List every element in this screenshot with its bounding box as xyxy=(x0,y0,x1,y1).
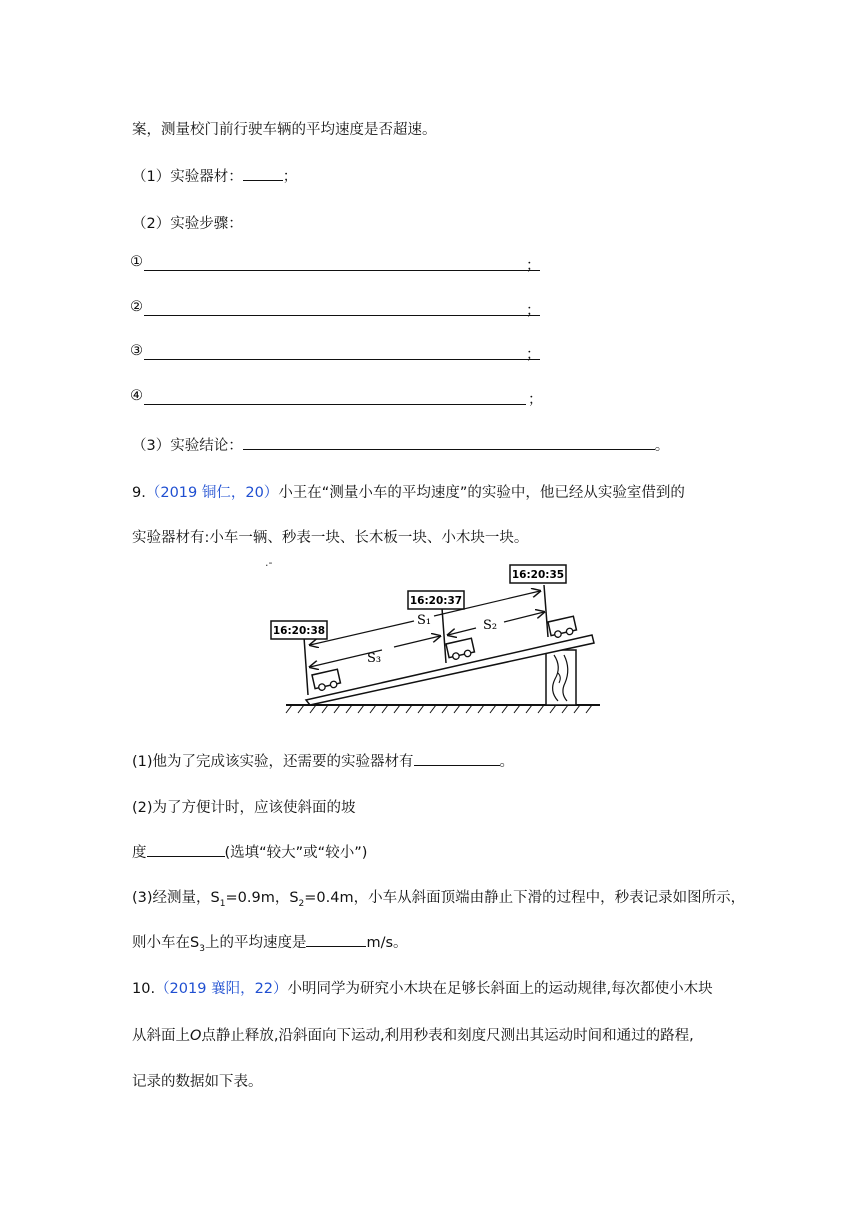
step-end: ； xyxy=(526,258,541,274)
answer-blank xyxy=(243,166,283,181)
step-line-3 xyxy=(130,343,542,363)
answer-blank xyxy=(306,932,366,947)
q9-stem-line1 xyxy=(132,481,685,502)
intro-text: 案，测量校门前行驶车辆的平均速度是否超速。 xyxy=(132,122,437,138)
answer-blank xyxy=(144,404,526,405)
step-line-2 xyxy=(130,299,542,319)
q9-part2-line2 xyxy=(132,841,367,862)
answer-blank xyxy=(144,359,540,360)
svg-text:.-: .- xyxy=(265,556,273,569)
q9-part1-end: 。 xyxy=(499,754,515,770)
q10-stem-line2 xyxy=(132,1024,694,1045)
cart-bottom xyxy=(312,669,341,692)
q9-part2-hint: (选填“较大”或“较小”) xyxy=(224,845,368,861)
q9-part3-unit: m/s。 xyxy=(366,935,408,951)
step-line-1 xyxy=(130,254,542,274)
q9-part3-text-a: (3)经测量，S xyxy=(132,890,220,906)
cart-middle xyxy=(446,638,475,661)
q9-part3-text-c: =0.4m，小车从斜面顶端由静止下滑的过程中，秒表记录如图所示， xyxy=(304,890,746,906)
q10-stem-line3: 记录的数据如下表。 xyxy=(132,1074,263,1090)
q9-part3-text-e: 上的平均速度是 xyxy=(204,935,307,951)
q10-text-a: 从斜面上 xyxy=(132,1028,190,1044)
clock-middle-time: 16:20:37 xyxy=(409,595,463,607)
clock-top xyxy=(510,565,566,583)
step-number: ③ xyxy=(130,343,143,359)
q9-part2-text: 度 xyxy=(132,845,147,861)
q9-stem-line2: 实验器材有:小车一辆、秒表一块、长木板一块、小木块一块。 xyxy=(132,530,529,546)
answer-blank xyxy=(144,270,540,271)
q8-part3-label: （3）实验结论： xyxy=(132,438,243,454)
q9-part3-line2 xyxy=(132,931,408,954)
incline-figure xyxy=(262,555,607,720)
label-s2: S₂ xyxy=(482,618,498,633)
subscript-1: 1 xyxy=(219,898,226,909)
question-number: 10. xyxy=(132,981,156,997)
clock-middle xyxy=(408,591,464,609)
step-number: ① xyxy=(130,254,143,270)
q9-part1 xyxy=(132,750,514,771)
clock-left-time: 16:20:38 xyxy=(272,625,326,637)
label-s1: S₁ xyxy=(416,613,432,628)
q8-part1-end: ； xyxy=(282,169,298,185)
step-line-4 xyxy=(130,388,542,408)
point-o: O xyxy=(190,1028,202,1044)
question-number: 9. xyxy=(132,485,146,501)
subscript-3: 3 xyxy=(199,943,205,954)
q9-part2-line1: (2)为了方便计时，应该使斜面的坡 xyxy=(132,800,356,816)
step-end: ； xyxy=(528,392,543,408)
cart-top xyxy=(548,616,577,639)
q8-part1 xyxy=(132,165,297,186)
question-source: （2019 襄阳，22） xyxy=(155,981,288,997)
subscript-2: 2 xyxy=(298,898,305,909)
step-number: ④ xyxy=(130,388,143,404)
answer-blank xyxy=(144,315,540,316)
q8-part3 xyxy=(132,434,669,455)
step-end: ； xyxy=(526,303,541,319)
clock-left xyxy=(271,621,327,639)
step-end: ； xyxy=(526,347,541,363)
q9-part3-text-b: =0.9m，S xyxy=(225,890,299,906)
answer-blank xyxy=(414,751,500,766)
answer-blank xyxy=(147,842,225,857)
answer-blank xyxy=(243,435,655,450)
step-number: ② xyxy=(130,299,143,315)
label-s3: S₃ xyxy=(366,651,382,666)
q8-part2-label: （2）实验步骤： xyxy=(132,216,243,232)
q8-part3-end: 。 xyxy=(654,438,670,454)
clock-top-time: 16:20:35 xyxy=(511,569,565,581)
q10-text-b: 点静止释放,沿斜面向下运动,利用秒表和刻度尺测出其运动时间和通过的路程, xyxy=(201,1028,694,1044)
q10-text: 小明同学为研究小木块在足够长斜面上的运动规律,每次都使小木块 xyxy=(287,981,713,997)
q9-text: 小王在“测量小车的平均速度”的实验中，他已经从实验室借到的 xyxy=(278,485,685,501)
wood-block xyxy=(546,650,576,705)
q9-part1-text: (1)他为了完成该实验，还需要的实验器材有 xyxy=(132,754,414,770)
question-source: （2019 铜仁，20） xyxy=(145,485,279,501)
q10-stem-line1 xyxy=(132,977,713,998)
q9-part3-text-d: 则小车在S xyxy=(132,935,200,951)
q8-part1-label: （1）实验器材： xyxy=(132,169,243,185)
ground xyxy=(286,705,600,713)
q9-part3-line1 xyxy=(132,886,745,909)
